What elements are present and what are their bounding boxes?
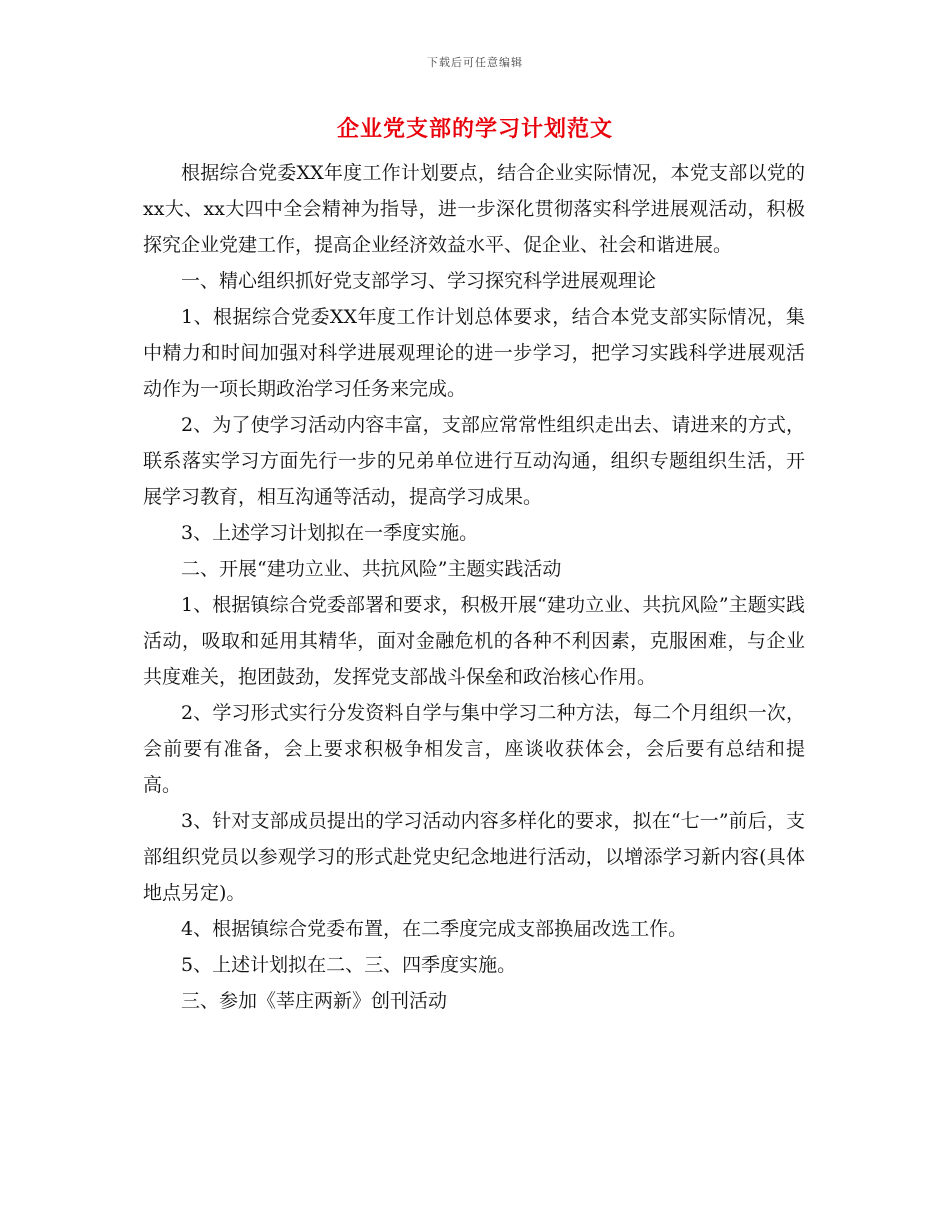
- paragraph: 2、学习形式实行分发资料自学与集中学习二种方法，每二个月组织一次，会前要有准备，会上要求积极争相发言，座谈收获体会，会后要有总结和提高。: [143, 702, 805, 796]
- paragraph: 根据综合党委XX年度工作计划要点，结合企业实际情况，本党支部以党的xx大、xx大四中全会精神为指导，进一步深化贯彻落实科学进展观活动，积极探究企业党建工作，提高企业经济效益水平、促企业、社会和谐进展。: [143, 162, 805, 256]
- document-body: [143, 155, 805, 1019]
- paragraph: 3、上述学习计划拟在一季度实施。: [181, 522, 479, 544]
- section-heading: 一、精心组织抓好党支部学习、学习探究科学进展观理论: [181, 270, 657, 292]
- paragraph: 3、针对支部成员提出的学习活动内容多样化的要求，拟在“七一”前后，支部组织党员以参观学习的形式赴党史纪念地进行活动，以增添学习新内容(具体地点另定)。: [143, 810, 805, 904]
- page-title: 企业党支部的学习计划范文: [336, 117, 613, 142]
- header-note: 下载后可任意编辑: [427, 56, 523, 69]
- paragraph: 1、根据镇综合党委部署和要求，积极开展“建功立业、共抗风险”主题实践活动，吸取和延用其精华，面对金融危机的各种不利因素，克服困难，与企业共度难关，抱团鼓劲，发挥党支部战斗保垒和政治核心作用。: [143, 594, 805, 688]
- section-heading: 二、开展“建功立业、共抗风险”主题实践活动: [181, 558, 562, 580]
- paragraph: 5、上述计划拟在二、三、四季度实施。: [181, 954, 517, 976]
- paragraph: 2、为了使学习活动内容丰富，支部应常常性组织走出去、请进来的方式，联系落实学习方面先行一步的兄弟单位进行互动沟通，组织专题组织生活，开展学习教育，相互沟通等活动，提高学习成果。: [143, 414, 805, 508]
- section-heading: 三、参加《莘庄两新》创刊活动: [181, 990, 448, 1012]
- paragraph: 4、根据镇综合党委布置，在二季度完成支部换届改选工作。: [181, 918, 688, 940]
- paragraph: 1、根据综合党委XX年度工作计划总体要求，结合本党支部实际情况，集中精力和时间加强对科学进展观理论的进一步学习，把学习实践科学进展观活动作为一项长期政治学习任务来完成。: [143, 306, 805, 400]
